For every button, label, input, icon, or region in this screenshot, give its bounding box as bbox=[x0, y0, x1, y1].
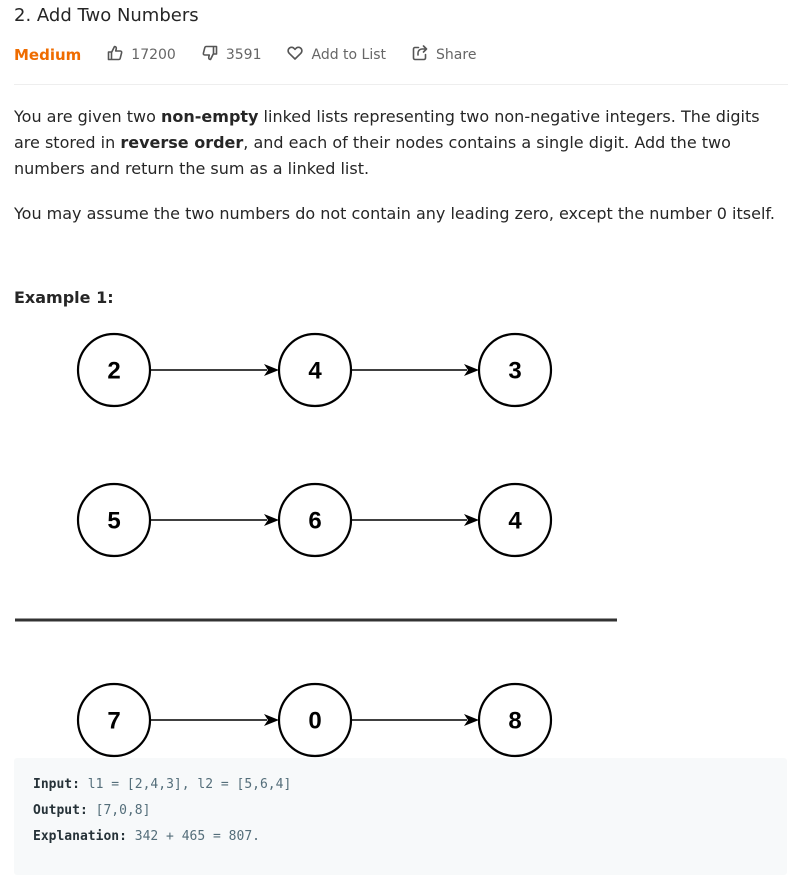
description-paragraph-1 bbox=[14, 104, 780, 182]
linked-list-row bbox=[78, 334, 551, 406]
node-value: 6 bbox=[308, 507, 322, 535]
like-button[interactable] bbox=[107, 45, 176, 65]
description-paragraph-2: You may assume the two numbers do not contain any leading zero, except the number 0 itself. bbox=[14, 204, 775, 223]
description-text: , and each of their nodes contains a single digit. Add the two numbers and return the sum as a linked list. bbox=[14, 133, 731, 178]
list-node bbox=[479, 484, 551, 556]
heart-icon bbox=[287, 45, 311, 65]
node-value: 3 bbox=[508, 357, 522, 385]
thumbs-down-icon bbox=[202, 45, 226, 65]
share-icon bbox=[412, 45, 436, 65]
list-node bbox=[78, 484, 150, 556]
list-node bbox=[78, 334, 150, 406]
list-node bbox=[279, 684, 351, 756]
example-title: Example 1: bbox=[14, 288, 114, 307]
description-emphasis-non-empty: non-empty bbox=[161, 107, 259, 126]
header-divider bbox=[14, 84, 788, 85]
description-emphasis-reverse-order: reverse order bbox=[120, 133, 244, 152]
node-value: 4 bbox=[508, 507, 522, 535]
node-value: 8 bbox=[508, 707, 522, 735]
description-text: You are given two bbox=[14, 107, 161, 126]
difficulty-label: Medium bbox=[14, 46, 82, 64]
dislike-count: 3591 bbox=[225, 47, 262, 63]
example-code-block bbox=[14, 758, 787, 875]
linked-list-row bbox=[78, 484, 551, 556]
explanation-value: 342 + 465 = 807. bbox=[134, 829, 260, 844]
output-value: [7,0,8] bbox=[95, 803, 151, 818]
problem-meta-bar bbox=[14, 44, 502, 66]
list-node bbox=[479, 334, 551, 406]
input-value: l1 = [2,4,3], l2 = [5,6,4] bbox=[87, 777, 292, 792]
list-node bbox=[479, 684, 551, 756]
description-text: linked lists representing two non-negative integers. The digits are stored in bbox=[14, 107, 760, 152]
output-label: Output: bbox=[33, 803, 88, 818]
node-value: 0 bbox=[308, 707, 322, 735]
explanation-label: Explanation: bbox=[33, 829, 127, 844]
thumbs-up-icon bbox=[107, 45, 131, 65]
add-to-list-label: Add to List bbox=[311, 47, 387, 63]
problem-title: 2. Add Two Numbers bbox=[14, 5, 199, 26]
input-line bbox=[33, 772, 767, 798]
node-value: 4 bbox=[308, 357, 322, 385]
list-node bbox=[279, 484, 351, 556]
node-value: 5 bbox=[107, 507, 121, 535]
linked-list-diagram bbox=[14, 320, 654, 760]
node-value: 2 bbox=[107, 357, 121, 385]
input-label: Input: bbox=[33, 777, 80, 792]
add-to-list-button[interactable] bbox=[287, 45, 386, 65]
linked-list-row bbox=[78, 684, 551, 756]
explanation-line bbox=[33, 824, 767, 850]
list-node bbox=[78, 684, 150, 756]
output-line bbox=[33, 798, 767, 824]
like-count: 17200 bbox=[131, 47, 176, 63]
node-value: 7 bbox=[107, 707, 121, 735]
share-label: Share bbox=[436, 47, 477, 63]
dislike-button[interactable] bbox=[202, 45, 262, 65]
share-button[interactable] bbox=[412, 45, 476, 65]
list-node bbox=[279, 334, 351, 406]
